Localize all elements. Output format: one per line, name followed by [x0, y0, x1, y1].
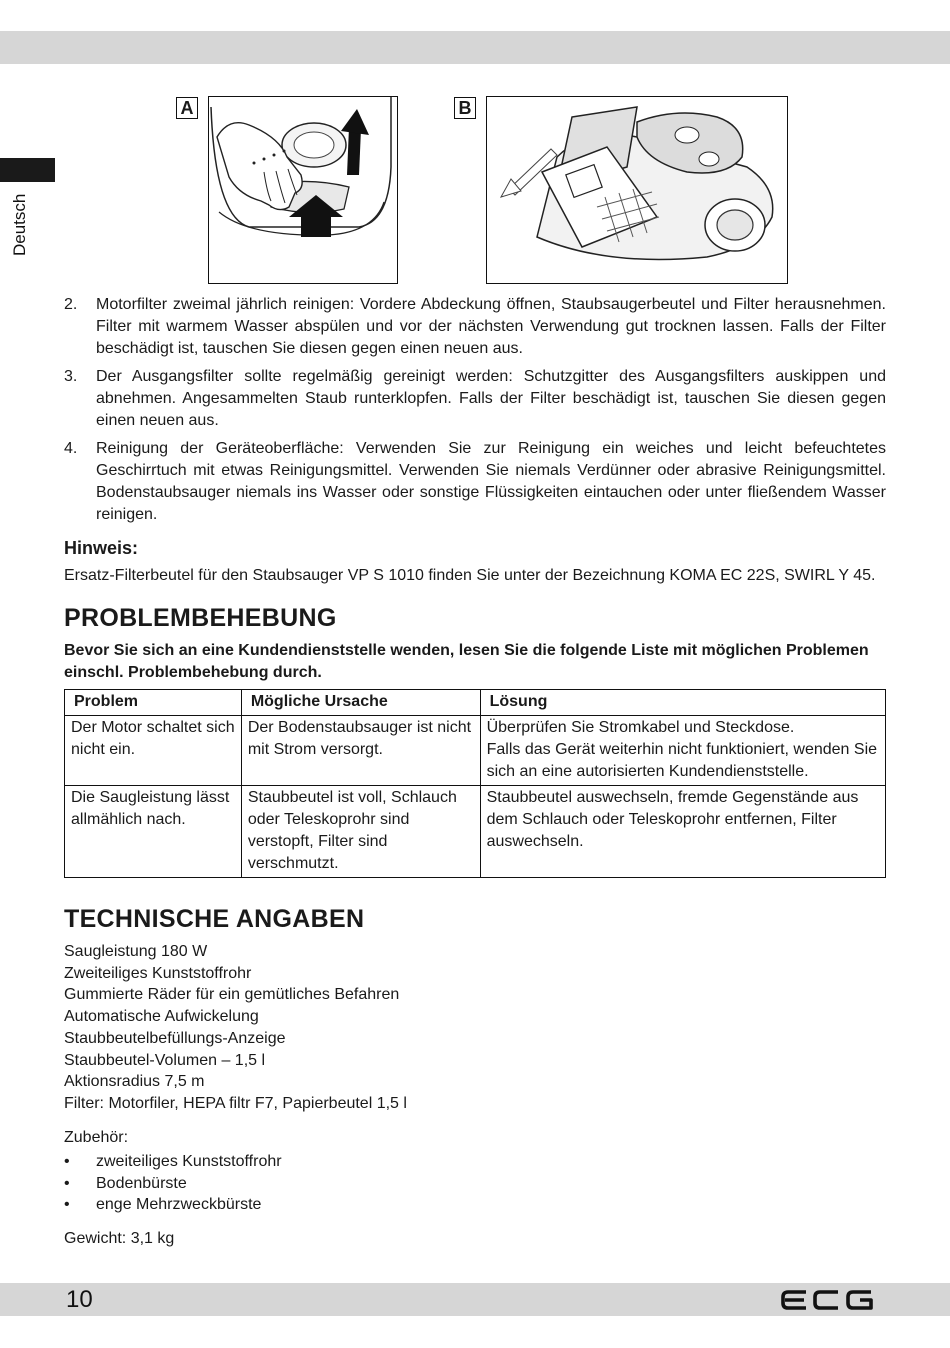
spec-item: Zweiteiliges Kunststoffrohr	[64, 964, 252, 982]
spec-item: Staubbeutel-Volumen – 1,5 l	[64, 1051, 266, 1069]
column-header-solution: Lösung	[480, 690, 885, 716]
accessories-list	[64, 1151, 282, 1216]
column-header-cause: Mögliche Ursache	[241, 690, 480, 716]
spec-item: Staubbeutelbefüllungs-Anzeige	[64, 1029, 286, 1047]
accessory-item: • enge Mehrzweckbürste	[64, 1194, 282, 1216]
figure-b-illustration	[486, 96, 788, 284]
troubleshooting-title: PROBLEMBEHEBUNG	[64, 604, 337, 632]
language-tab	[0, 158, 55, 182]
table-row	[65, 786, 886, 878]
technical-title: TECHNISCHE ANGABEN	[64, 905, 365, 933]
table-header-row	[65, 690, 886, 716]
list-item	[64, 366, 886, 432]
specs-list	[64, 941, 407, 1115]
list-item	[64, 438, 886, 526]
spec-item: Automatische Aufwickelung	[64, 1008, 259, 1026]
step-text: Reinigung der Geräteoberfläche: Verwenden Sie zur Reinigung ein weiches und leicht befeuchtetes Geschirrtuch mit etwas Reinigungsmittel. Verwenden Sie niemals Verdünner oder abrasive Reinigungsmittel. Bodenstaubsauger niemals ins Wasser oder sonstige Flüssigkeiten eintauchen oder unter fließendem Wasser reinigen.	[96, 440, 886, 523]
step-text: Der Ausgangsfilter sollte regelmäßig gereinigt werden: Schutzgitter des Ausgangsfilters auskippen und abnehmen. Angesammelten Staub runterklopfen. Falls der Filter beschädigt ist, tauschen Sie diesen gegen einen neuen aus.	[96, 368, 886, 429]
step-number: 4.	[64, 440, 78, 457]
solution-cell	[480, 716, 885, 786]
spec-item: Saugleistung 180 W	[64, 943, 208, 960]
figure-a-label: A	[176, 97, 198, 119]
cause-cell: Der Bodenstaubsauger ist nicht mit Strom versorgt.	[241, 716, 480, 786]
header-band	[0, 31, 950, 64]
cause-cell: Staubbeutel ist voll, Schlauch oder Teleskoprohr sind verstopft, Filter sind verschmutzt.	[241, 786, 480, 878]
note-heading: Hinweis:	[64, 538, 139, 558]
solution-cell	[480, 786, 885, 878]
problem-cell: Die Saugleistung lässt allmählich nach.	[65, 786, 242, 878]
note-text: Ersatz-Filterbeutel für den Staubsauger VP S 1010 finden Sie unter der Bezeichnung KOMA EC 22S, SWIRL Y 45.	[64, 567, 876, 584]
language-label: Deutsch	[10, 193, 29, 256]
accessories-title: Zubehör:	[64, 1129, 129, 1146]
accessory-item: • zweiteiliges Kunststoffrohr	[64, 1151, 282, 1173]
spec-item: Filter: Motorfiler, HEPA filtr F7, Papierbeutel 1,5 l	[64, 1094, 407, 1112]
cleaning-steps-list	[64, 294, 886, 532]
accessory-item: • Bodenbürste	[64, 1173, 282, 1195]
troubleshooting-intro: Bevor Sie sich an eine Kundendienststelle wenden, lesen Sie die folgende Liste mit möglichen Problemen einschl. Problembehebung durch.	[64, 642, 869, 681]
column-header-problem: Problem	[65, 690, 242, 716]
list-item	[64, 294, 886, 360]
solution-line: Staubbeutel auswechseln, fremde Gegenstände aus dem Schlauch oder Teleskoprohr entfernen, Filter auswechseln.	[486, 789, 859, 850]
solution-line: Überprüfen Sie Stromkabel und Steckdose.	[486, 719, 795, 736]
figure-b-label: B	[454, 97, 476, 119]
troubleshooting-table	[64, 689, 886, 878]
page-number: 10	[66, 1286, 93, 1313]
ecg-logo-icon	[780, 1289, 874, 1311]
hand-removing-filter-icon	[209, 97, 396, 282]
figure-a-illustration	[208, 96, 398, 284]
weight-text: Gewicht: 3,1 kg	[64, 1230, 175, 1247]
spec-item: Aktionsradius 7,5 m	[64, 1073, 205, 1091]
spec-item: Gummierte Räder für ein gemütliches Befahren	[64, 986, 400, 1004]
open-vacuum-cleaner-icon	[487, 97, 786, 282]
step-text: Motorfilter zweimal jährlich reinigen: Vordere Abdeckung öffnen, Staubsaugerbeutel und Filter herausnehmen. Filter mit warmem Wasser abspülen und vor der nächsten Verwendung gut trocknen lassen. Falls der Filter beschädigt ist, tauschen Sie diesen gegen einen neuen aus.	[96, 296, 886, 357]
problem-cell: Der Motor schaltet sich nicht ein.	[65, 716, 242, 786]
step-number: 2.	[64, 296, 78, 313]
step-number: 3.	[64, 368, 78, 385]
table-row	[65, 716, 886, 786]
solution-line: Falls das Gerät weiterhin nicht funktioniert, wenden Sie sich an eine autorisierten Kundendienststelle.	[486, 741, 878, 780]
